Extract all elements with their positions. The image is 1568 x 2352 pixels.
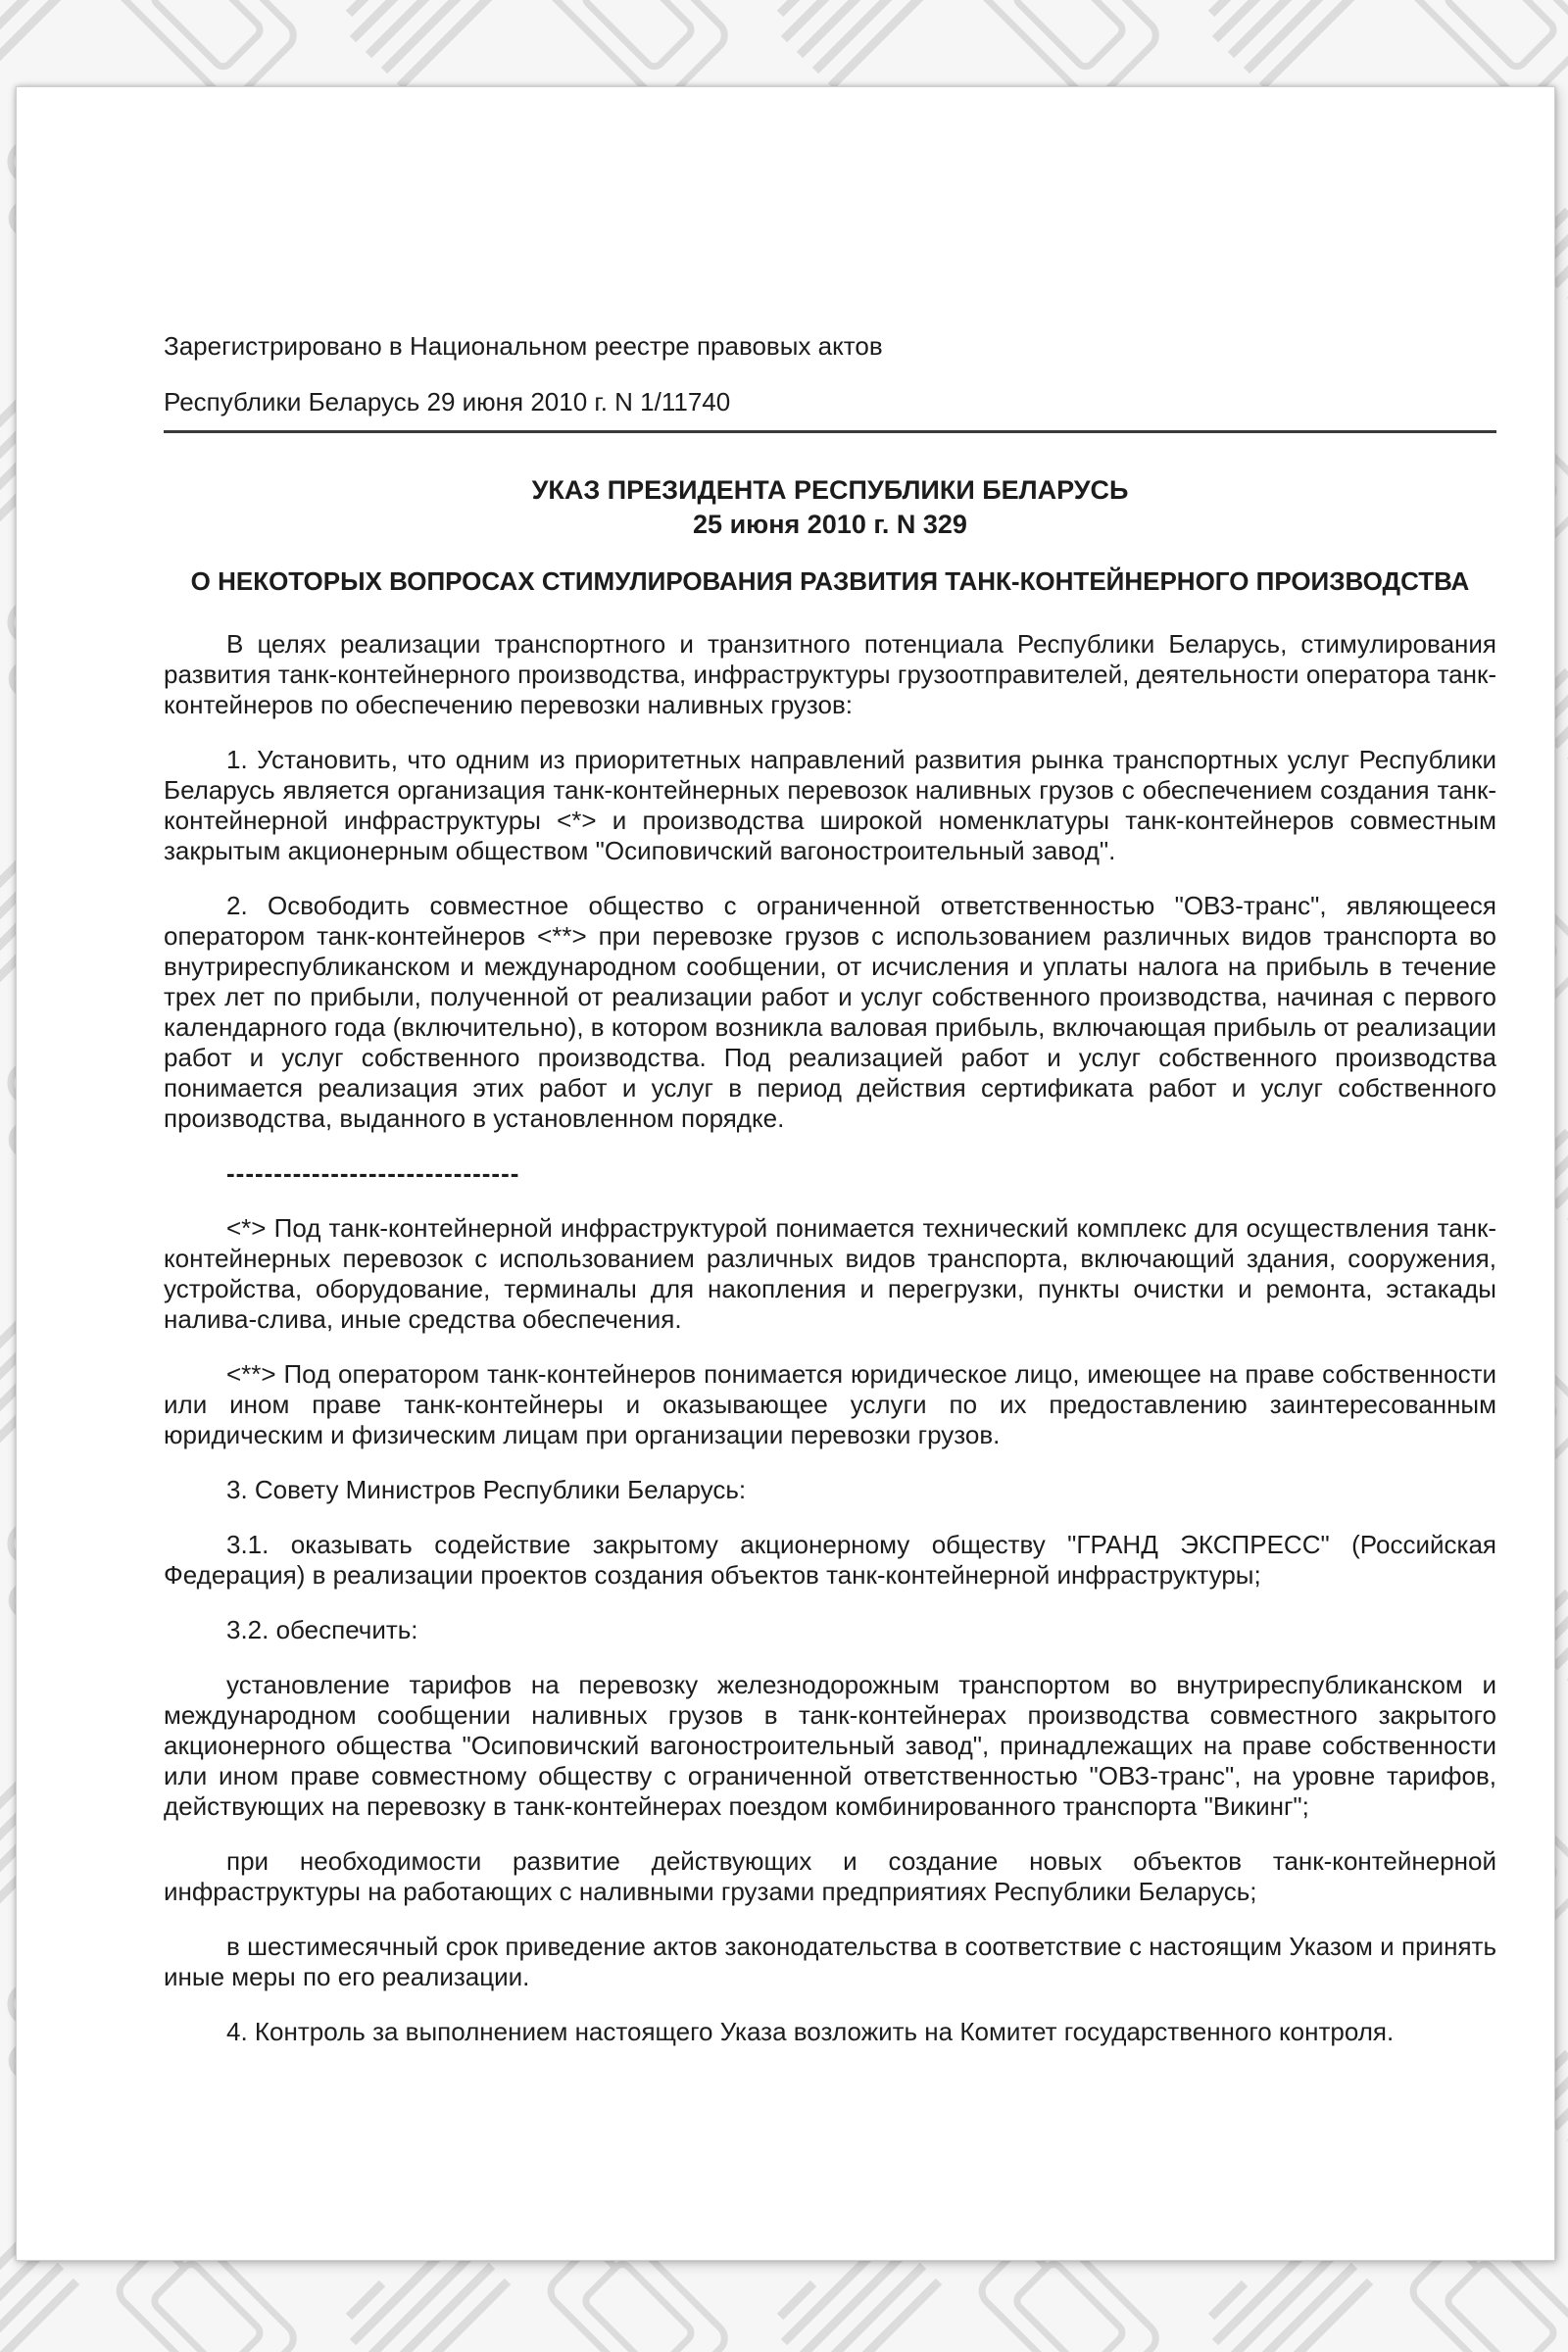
footnote-separator: -------------------------------	[226, 1158, 520, 1188]
paragraph-point-3-2-tariffs: установление тарифов на перевозку железнодорожным транспортом во внутриреспубликанском и международном сообщении наливных грузов в танк-контейнерах производства совместного закрытого акционерного общества "Осиповичский вагоностроительный завод", принадлежащих на праве собственности или ином праве совместному обществу с ограниченной ответственностью "ОВЗ-транс", на уровне тарифов, действующих на перевозку в танк-контейнерах поездом комбинированного транспорта "Викинг";	[164, 1670, 1496, 1821]
paragraph-point-3-2-legislation: в шестимесячный срок приведение актов законодательства в соответствие с настоящим Указом и принять иные меры по его реализации.	[164, 1932, 1496, 1991]
registration-line-2: Республики Беларусь 29 июня 2010 г. N 1/11740	[164, 387, 731, 416]
decree-title: УКАЗ ПРЕЗИДЕНТА РЕСПУБЛИКИ БЕЛАРУСЬ	[531, 475, 1129, 505]
paragraph-point-3: 3. Совету Министров Республики Беларусь:	[226, 1475, 747, 1504]
paragraph-footnote-1: <*> Под танк-контейнерной инфраструктурой понимается технический комплекс для осуществления танк-контейнерных перевозок с использованием различных видов транспорта, включающий здания, сооружения, устройства, оборудование, терминалы для накопления и перегрузки, пункты очистки и ремонта, эстакады налива-слива, иные средства обеспечения.	[164, 1213, 1496, 1334]
registration-line-1: Зарегистрировано в Национальном реестре правовых актов	[164, 331, 883, 361]
decree-date-number: 25 июня 2010 г. N 329	[693, 510, 967, 539]
paragraph-intro: В целях реализации транспортного и транзитного потенциала Республики Беларусь, стимулирования развития танк-контейнерного производства, инфраструктуры грузоотправителей, деятельности оператора танк-контейнеров по обеспечению перевозки наливных грузов:	[164, 629, 1496, 719]
paragraph-footnote-2: <**> Под оператором танк-контейнеров понимается юридическое лицо, имеющее на праве собственности или ином праве танк-контейнеры и оказывающее услуги по их предоставлению заинтересованным юридическим и физическим лицам при организации перевозки грузов.	[164, 1359, 1496, 1449]
paragraph-point-1: 1. Установить, что одним из приоритетных направлений развития рынка транспортных услуг Республики Беларусь является организация танк-контейнерных перевозок наливных грузов с обеспечением создания танк-контейнерной инфраструктуры <*> и производства широкой номенклатуры танк-контейнеров совместным закрытым акционерным обществом "Осиповичский вагоностроительный завод".	[164, 745, 1496, 865]
horizontal-rule	[164, 430, 1496, 433]
document-page	[16, 86, 1555, 2261]
decree-subject: О НЕКОТОРЫХ ВОПРОСАХ СТИМУЛИРОВАНИЯ РАЗВИТИЯ ТАНК-КОНТЕЙНЕРНОГО ПРОИЗВОДСТВА	[190, 566, 1470, 596]
paragraph-point-4: 4. Контроль за выполнением настоящего Указа возложить на Комитет государственного контроля.	[226, 2017, 1395, 2046]
paragraph-point-2: 2. Освободить совместное общество с ограниченной ответственностью "ОВЗ-транс", являющееся оператором танк-контейнеров <**> при перевозке грузов с использованием различных видов транспорта во внутриреспубликанском и международном сообщении, от исчисления и уплаты налога на прибыль в течение трех лет по прибыли, полученной от реализации работ и услуг собственного производства, начиная с первого календарного года (включительно), в котором возникла валовая прибыль, включающая прибыль от реализации работ и услуг собственного производства. Под реализацией работ и услуг собственного производства понимается реализация этих работ и услуг в период действия сертификата работ и услуг собственного производства, выданного в установленном порядке.	[164, 891, 1496, 1133]
paragraph-point-3-2-infrastructure: при необходимости развитие действующих и создание новых объектов танк-контейнерной инфраструктуры на работающих с наливными грузами предприятиях Республики Беларусь;	[164, 1846, 1496, 1906]
paragraph-point-3-1: 3.1. оказывать содействие закрытому акционерному обществу "ГРАНД ЭКСПРЕСС" (Российская Федерация) в реализации проектов создания объектов танк-контейнерной инфраструктуры;	[164, 1530, 1496, 1590]
paragraph-point-3-2: 3.2. обеспечить:	[226, 1615, 418, 1644]
